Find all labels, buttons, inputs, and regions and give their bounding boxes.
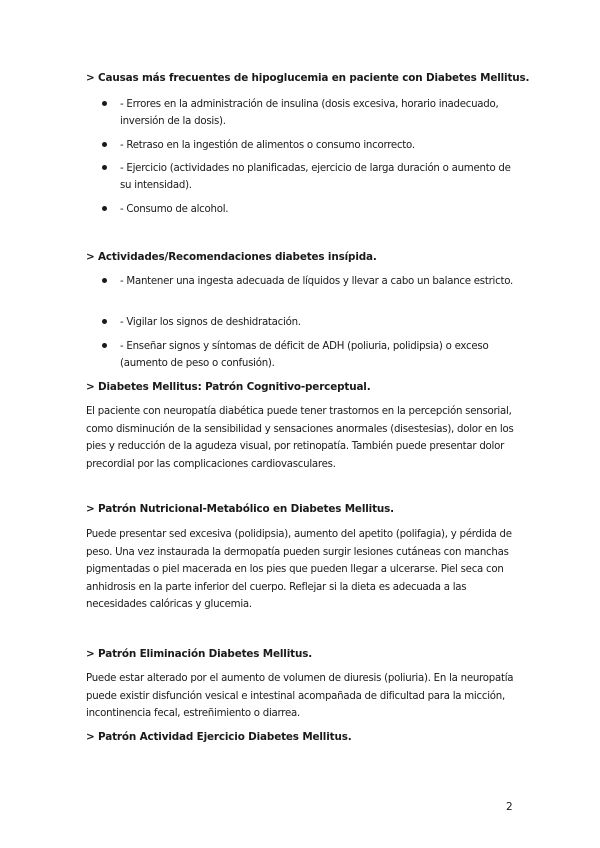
list-item: - Errores en la administración de insulina (dosis excesiva, horario inadecuado, inversión de la dosis). [102, 96, 522, 131]
list-item: - Retraso en la ingestión de alimentos o consumo incorrecto. [102, 137, 522, 154]
elimination-paragraph: Puede estar alterado por el aumento de volumen de diuresis (poliuria). En la neuropatía puede existir disfunción vesical e intestinal acompañada de dificultad para la micción, incontinencia fecal, estreñimiento o diarrea. [86, 673, 514, 720]
bullet-icon [102, 101, 107, 106]
bullet-icon [102, 206, 107, 211]
bullet-icon [102, 319, 107, 324]
cognitive-perceptual-paragraph: El paciente con neuropatía diabética puede tener trastornos en la percepción sensorial, como disminución de la sensibilidad y sensaciones anormales (disestesias), dolor en los pies y reducción de la agudeza visual, por retinopatía. También puede presentar dolor precordial por las complicaciones cardiovasculares. [86, 406, 514, 470]
nutritional-metabolic-paragraph: Puede presentar sed excesiva (polidipsia), aumento del apetito (polifagia), y pérdida de peso. Una vez instaurada la dermopatía pueden surgir lesiones cutáneas con manchas pigmentadas o piel macerada en los pies que pueden llegar a ulcerarse. Piel seca con anhidrosis en la parte inferior del cuerpo. Reflejar si la dieta es adecuada a las necesidades calóricas y glucemia. [86, 529, 512, 611]
section-heading-activity-exercise: > Patrón Actividad Ejercicio Diabetes Mellitus. [86, 731, 352, 743]
section-heading-cognitive-perceptual: > Diabetes Mellitus: Patrón Cognitivo-perceptual. [86, 381, 371, 393]
section-heading-nutritional-metabolic: > Patrón Nutricional-Metabólico en Diabetes Mellitus. [86, 503, 394, 515]
section-heading-insipid-diabetes: > Actividades/Recomendaciones diabetes insípida. [86, 251, 377, 263]
bullet-icon [102, 142, 107, 147]
list-item: - Vigilar los signos de deshidratación. [102, 314, 522, 331]
bullet-icon [102, 165, 107, 170]
section-heading-elimination: > Patrón Eliminación Diabetes Mellitus. [86, 648, 313, 660]
list-item: - Ejercicio (actividades no planificadas, ejercicio de larga duración o aumento de su intensidad). [102, 160, 522, 195]
page-number: 2 [506, 801, 513, 813]
section-heading-hypoglycemia-causes: > Causas más frecuentes de hipoglucemia en paciente con Diabetes Mellitus. [86, 72, 530, 84]
bullet-icon [102, 278, 107, 283]
list-item: - Enseñar signos y síntomas de déficit de ADH (poliuria, polidipsia) o exceso (aumento de peso o confusión). [102, 338, 522, 373]
list-item: - Consumo de alcohol. [102, 201, 522, 218]
list-item: - Mantener una ingesta adecuada de líquidos y llevar a cabo un balance estricto. [102, 273, 522, 290]
bullet-icon [102, 343, 107, 348]
